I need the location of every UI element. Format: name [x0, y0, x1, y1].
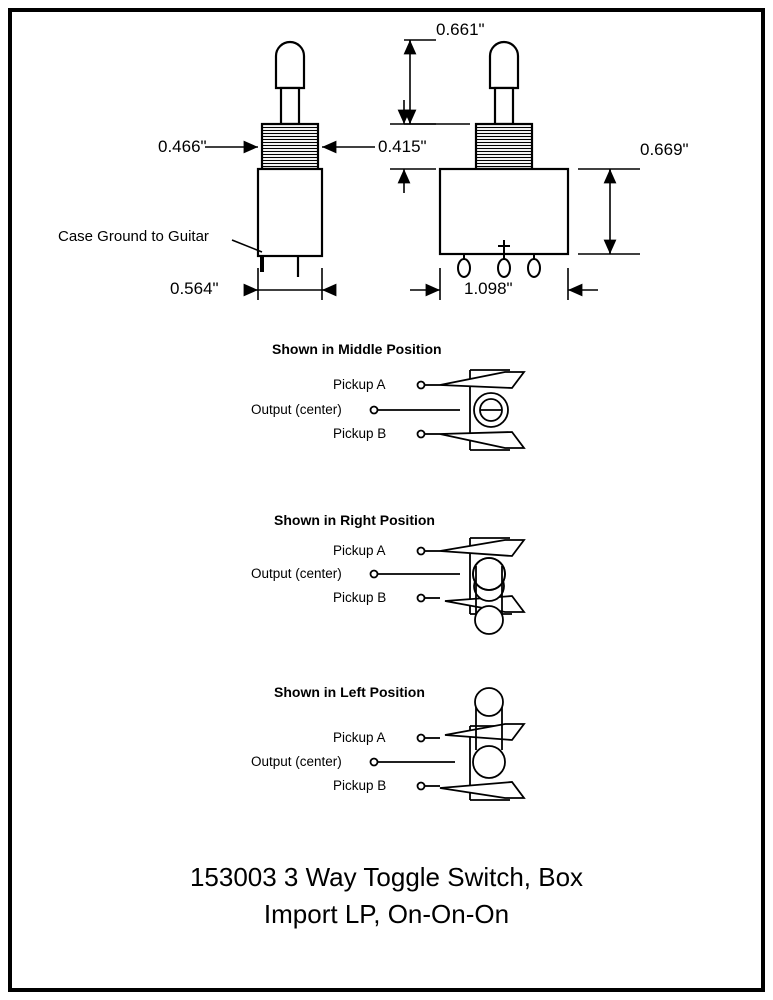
side-view-dimension-0661	[404, 40, 436, 124]
side-view-switch	[440, 42, 568, 277]
schematic-left	[371, 688, 525, 800]
drawing-title-line-1: 153003 3 Way Toggle Switch, Box	[189, 862, 584, 892]
schematic-right	[371, 538, 525, 634]
schematic-middle	[371, 370, 525, 450]
front-view-switch	[258, 42, 322, 277]
schematic-heading-right: Shown in Right Position	[274, 512, 435, 528]
side-view-dimension-0669	[578, 169, 640, 254]
dimension-body-height: 0.669"	[640, 140, 689, 159]
schematic-left-terminal-pickup-b: Pickup B	[333, 778, 387, 793]
schematic-right-terminal-output: Output (center)	[251, 566, 342, 581]
schematic-middle-terminal-output: Output (center)	[251, 402, 342, 417]
front-view-dimension-0564	[253, 268, 327, 300]
dimension-toggle-height: 0.661"	[436, 20, 485, 39]
schematic-left-terminal-pickup-a: Pickup A	[333, 730, 386, 745]
schematic-heading-left: Shown in Left Position	[274, 684, 425, 700]
schematic-left-terminal-output: Output (center)	[251, 754, 342, 769]
schematic-right-terminal-pickup-b: Pickup B	[333, 590, 387, 605]
schematic-middle-terminal-pickup-a: Pickup A	[333, 377, 386, 392]
dimension-body-width-front: 0.564"	[170, 279, 219, 298]
dimension-body-width-side: 1.098"	[464, 279, 513, 298]
schematic-right-terminal-pickup-a: Pickup A	[333, 543, 386, 558]
annotation-case-ground: Case Ground to Guitar	[58, 228, 209, 245]
schematic-middle-terminal-pickup-b: Pickup B	[333, 426, 387, 441]
dimension-bushing-diameter: 0.466"	[158, 137, 207, 156]
schematic-heading-middle: Shown in Middle Position	[272, 341, 442, 357]
drawing-title-line-2: Import LP, On-On-On	[263, 899, 510, 929]
dimension-bushing-height: 0.415"	[378, 137, 427, 156]
